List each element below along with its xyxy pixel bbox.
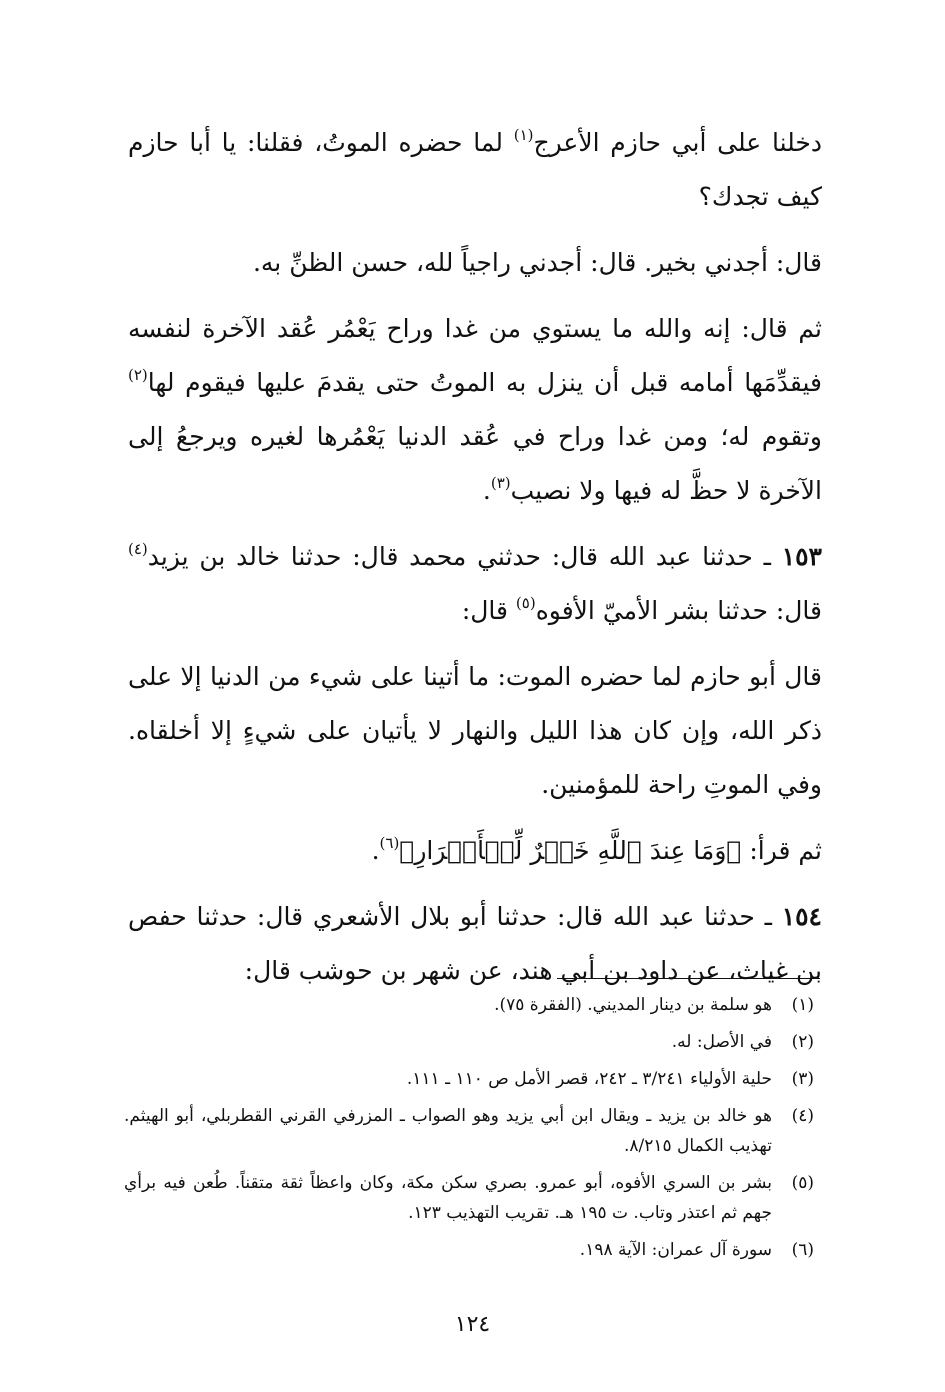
text-run: قال: أجدني بخير. قال: أجدني راجياً لله، حسن الظنِّ به. — [252, 248, 822, 277]
footnote-ref: (٦) — [379, 834, 400, 852]
footnote-number: (٤) — [791, 1106, 814, 1126]
footnote-number: (١) — [791, 995, 814, 1015]
text-run: ثم قال: إنه والله ما يستوي من غدا وراح يَعْمُر عُقد الآخرة لنفسه فيقدِّمَها أمامه قبل أن ينزل به الموتُ حتى يقدمَ عليها فيقوم لها — [128, 314, 822, 397]
text-run: وتقوم له؛ ومن غدا وراح في عُقد الدنيا يَعْمُرها لغيره ويرجعُ إلى الآخرة لا حظَّ له فيها ولا نصيب — [128, 422, 822, 505]
footnote-ref: (٢) — [128, 366, 148, 384]
paragraph-1 — [128, 116, 822, 224]
page-number: ١٢٤ — [454, 1312, 491, 1337]
paragraph-153 — [128, 530, 822, 638]
text-run: ـ حدثنا عبد الله قال: حدثني محمد قال: حدثنا خالد بن يزيد — [147, 542, 782, 571]
paragraph-154 — [128, 890, 822, 998]
quran-quote — [128, 824, 822, 878]
text-run: قال: — [461, 596, 516, 625]
footnote-number: (٥) — [791, 1173, 814, 1193]
text-run: ـ حدثنا عبد الله قال: حدثنا أبو بلال الأشعري قال: حدثنا حفص بن غياث، عن داود بن أبي هند، عن شهر بن حوشب قال: — [128, 902, 822, 985]
footnote-divider — [557, 978, 820, 979]
footnote-text: في الأصل: له. — [671, 1032, 772, 1052]
footnote-3 — [124, 1064, 824, 1094]
footnote-text: سورة آل عمران: الآية ١٩٨. — [579, 1240, 772, 1260]
text-run: قال أبو حازم لما حضره الموت: ما أتينا على شيء من الدنيا إلا على ذكر الله، وإن كان هذا الليل والنهار لا يأتيان على شيءٍ إلا أخلقاه. وفي الموتِ راحة للمؤمنين. — [128, 662, 822, 799]
text-run: قال: حدثنا بشر الأميّ الأفوه — [535, 596, 822, 625]
paragraph-2 — [128, 236, 822, 290]
footnote-ref: (٥) — [515, 594, 536, 612]
main-text — [128, 116, 822, 1008]
text-run: لما حضره الموتُ، فقلنا: يا أبا حازم كيف تجدك؟ — [128, 128, 822, 211]
footnote-text: حلية الأولياء ٣/٢٤١ ـ ٢٤٢، قصر الأمل ص ١١٠ ـ ١١١. — [406, 1069, 772, 1089]
paragraph-5 — [128, 650, 822, 812]
footnote-4 — [124, 1101, 824, 1161]
paragraph-3 — [128, 302, 822, 518]
text-run: ثم قرأ: ﴿وَمَا عِندَ ٱللَّهِ خَيۡرٌ لِّلۡأَبۡرَارِ﴾ — [399, 836, 822, 865]
text-run: . — [371, 836, 380, 865]
text-run: دخلنا على أبي حازم الأعرج — [533, 128, 822, 157]
footnote-5 — [124, 1168, 824, 1228]
footnote-number: (٦) — [791, 1240, 814, 1260]
footnote-ref: (٣) — [490, 474, 511, 492]
footnote-number: (٢) — [791, 1032, 814, 1052]
footnote-ref: (١) — [513, 126, 534, 144]
paragraph-number: ١٥٤ — [781, 902, 822, 931]
footnote-text: بشر بن السري الأفوه، أبو عمرو. بصري سكن مكة، وكان واعظاً ثقة متقناً. طُعن فيه برأي جهم ثم اعتذر وتاب. ت ١٩٥ هـ. تقريب التهذيب ١٢٣. — [124, 1173, 772, 1223]
footnote-ref: (٤) — [128, 540, 148, 558]
paragraph-number: ١٥٣ — [781, 542, 822, 571]
text-run: . — [482, 476, 491, 505]
footnote-number: (٣) — [791, 1069, 814, 1089]
footnote-text: هو خالد بن يزيد ـ ويقال ابن أبي يزيد وهو الصواب ـ المزرفي القرني القطربلي، أبو الهيثم. تهذيب الكمال ٨/٢١٥. — [124, 1106, 772, 1156]
footnote-2 — [124, 1027, 824, 1057]
footnotes — [124, 990, 824, 1272]
footnote-text: هو سلمة بن دينار المديني. (الفقرة ٧٥). — [494, 995, 772, 1015]
footnote-1 — [124, 990, 824, 1020]
footnote-6 — [124, 1235, 824, 1265]
